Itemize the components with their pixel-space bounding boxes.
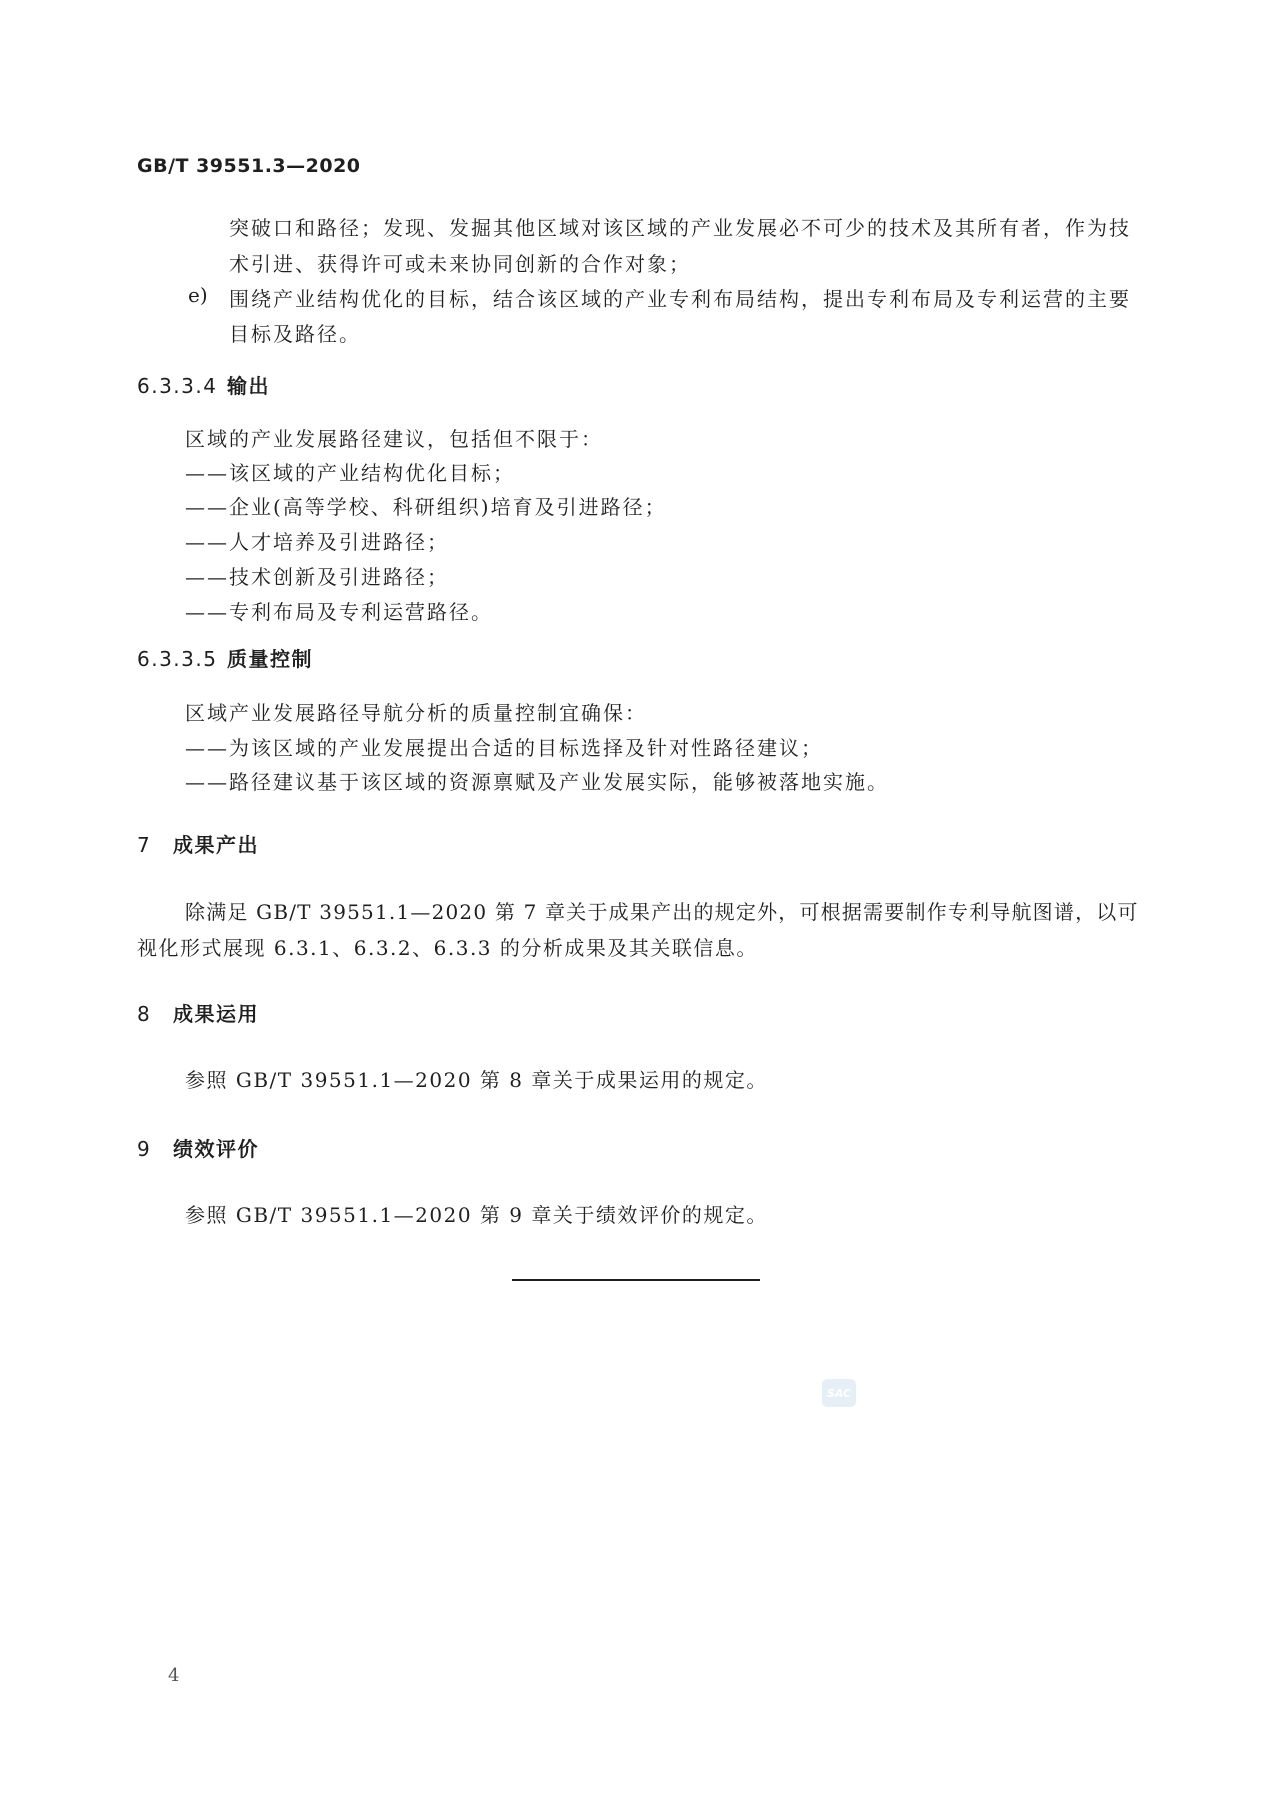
section-title: 输出 — [227, 374, 270, 398]
page-number: 4 — [168, 1665, 180, 1686]
dash-list-item: ——技术创新及引进路径； — [185, 565, 449, 589]
section-heading-8 — [137, 998, 259, 1027]
section-title: 成果运用 — [173, 1002, 259, 1026]
document-id-header: GB/T 39551.3—2020 — [137, 155, 361, 177]
dash-list-item: ——路径建议基于该区域的资源禀赋及产业发展实际，能够被落地实施。 — [185, 770, 889, 794]
section-heading-9 — [137, 1133, 259, 1162]
dash-list-item: ——该区域的产业结构优化目标； — [185, 461, 515, 485]
list-item-e-line-2: 目标及路径。 — [229, 322, 361, 346]
list-item-e-line-1: 围绕产业结构优化的目标，结合该区域的产业专利布局结构，提出专利布局及专利运营的主要 — [229, 287, 1131, 311]
section-number: 9 — [137, 1137, 152, 1161]
section-intro: 区域产业发展路径导航分析的质量控制宜确保： — [185, 701, 647, 725]
dash-list-item: ——为该区域的产业发展提出合适的目标选择及针对性路径建议； — [185, 736, 823, 760]
continuation-line-1: 突破口和路径；发现、发掘其他区域对该区域的产业发展必不可少的技术及其所有者，作为技 — [229, 216, 1131, 240]
section-number: 8 — [137, 1002, 152, 1026]
section-title: 成果产出 — [173, 833, 259, 857]
section-heading-6-3-3-4 — [137, 370, 270, 399]
section-number: 6.3.3.4 — [137, 374, 218, 398]
paragraph-line-1: 除满足 GB/T 39551.1—2020 第 7 章关于成果产出的规定外，可根据需要制作专利导航图谱，以可 — [185, 900, 1139, 924]
section-number: 6.3.3.5 — [137, 647, 218, 671]
end-of-document-rule — [512, 1279, 760, 1281]
section-title: 绩效评价 — [173, 1137, 259, 1161]
dash-list-item: ——企业(高等学校、科研组织)培育及引进路径； — [185, 495, 667, 519]
continuation-line-2: 术引进、获得许可或未来协同创新的合作对象； — [229, 252, 691, 276]
list-item-label: e) — [188, 283, 208, 307]
section-heading-7 — [137, 829, 259, 858]
dash-list-item: ——人才培养及引进路径； — [185, 530, 449, 554]
section-heading-6-3-3-5 — [137, 643, 313, 672]
section-title: 质量控制 — [227, 647, 313, 671]
dash-list-item: ——专利布局及专利运营路径。 — [185, 600, 493, 624]
paragraph-line-2: 视化形式展现 6.3.1、6.3.2、6.3.3 的分析成果及其关联信息。 — [137, 936, 758, 960]
paragraph: 参照 GB/T 39551.1—2020 第 8 章关于成果运用的规定。 — [185, 1068, 768, 1092]
paragraph: 参照 GB/T 39551.1—2020 第 9 章关于绩效评价的规定。 — [185, 1203, 768, 1227]
section-intro: 区域的产业发展路径建议，包括但不限于： — [185, 427, 603, 451]
section-number: 7 — [137, 833, 152, 857]
sac-watermark-logo: SAC — [822, 1379, 856, 1407]
